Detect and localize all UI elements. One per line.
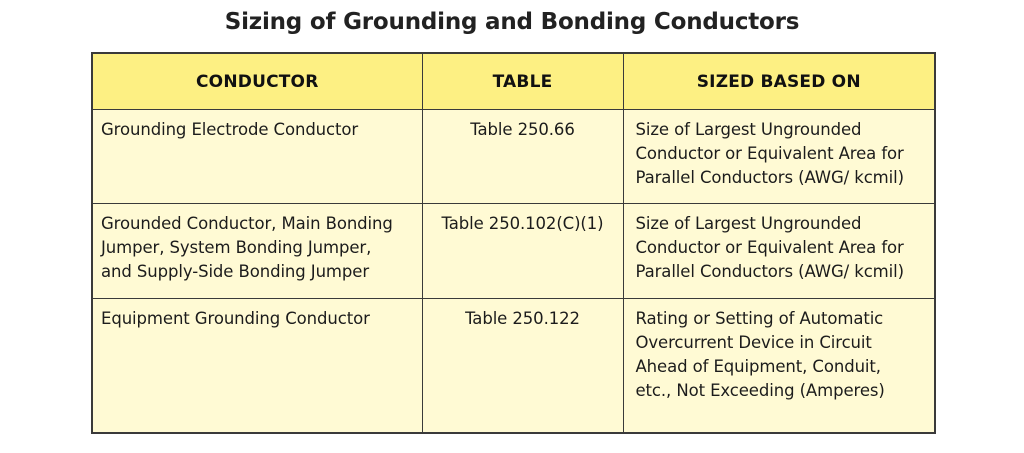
cell-line: Grounding Electrode Conductor	[101, 120, 359, 139]
table-row	[92, 299, 935, 434]
cell-line: Table 250.66	[470, 120, 575, 139]
table-header	[92, 53, 935, 110]
cell-line: Size of Largest Ungrounded	[635, 214, 862, 233]
cell-table	[422, 299, 623, 434]
cell-line: Rating or Setting of Automatic	[635, 309, 884, 328]
grounding-bonding-table	[91, 52, 936, 434]
cell-sized-based-on	[623, 110, 935, 204]
cell-line: Ahead of Equipment, Conduit,	[635, 357, 881, 376]
cell-line: Table 250.102(C)(1)	[441, 214, 604, 233]
cell-line: and Supply-Side Bonding Jumper	[101, 262, 370, 281]
cell-line: Equipment Grounding Conductor	[101, 309, 370, 328]
cell-table	[422, 110, 623, 204]
table-row	[92, 110, 935, 204]
header-table: TABLE	[422, 53, 623, 110]
cell-table	[422, 204, 623, 299]
cell-line: Conductor or Equivalent Area for	[635, 238, 904, 257]
cell-conductor	[92, 299, 422, 434]
cell-sized-based-on	[623, 299, 935, 434]
table-row	[92, 204, 935, 299]
cell-line: Parallel Conductors (AWG/ kcmil)	[635, 262, 904, 281]
page-title: Sizing of Grounding and Bonding Conductors	[224, 9, 800, 35]
cell-line: Parallel Conductors (AWG/ kcmil)	[635, 168, 904, 187]
cell-line: Table 250.122	[465, 309, 580, 328]
cell-line: Conductor or Equivalent Area for	[635, 144, 904, 163]
header-conductor: CONDUCTOR	[92, 53, 422, 110]
cell-line: Size of Largest Ungrounded	[635, 120, 862, 139]
header-row	[92, 53, 935, 110]
cell-line: Jumper, System Bonding Jumper,	[101, 238, 372, 257]
cell-conductor	[92, 204, 422, 299]
cell-sized-based-on	[623, 204, 935, 299]
cell-conductor	[92, 110, 422, 204]
header-sized-based-on: SIZED BASED ON	[623, 53, 935, 110]
cell-line: etc., Not Exceeding (Amperes)	[635, 381, 885, 400]
cell-line: Grounded Conductor, Main Bonding	[101, 214, 393, 233]
cell-line: Overcurrent Device in Circuit	[635, 333, 872, 352]
table-body	[92, 110, 935, 434]
